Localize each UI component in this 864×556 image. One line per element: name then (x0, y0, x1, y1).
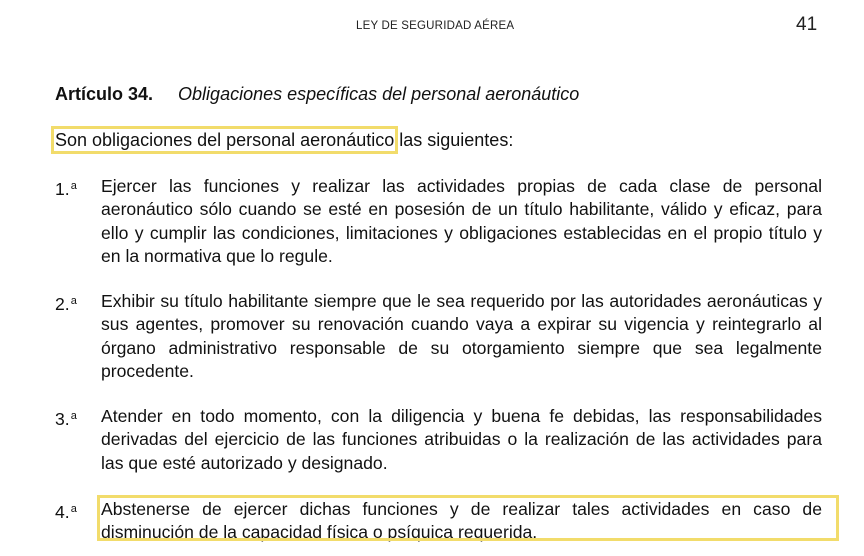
running-header (0, 14, 864, 38)
running-title: LEY DE SEGURIDAD AÉREA (356, 20, 515, 32)
list-item (55, 405, 822, 475)
article-title: Obligaciones específicas del personal aeronáutico (178, 84, 580, 104)
intro-rest: las siguientes: (394, 130, 514, 150)
list-item (55, 290, 822, 383)
article-number: Artículo 34. (55, 84, 154, 104)
list-item (55, 498, 822, 545)
item-number: 2.$^a$ (55, 294, 77, 314)
highlighted-phrase: Son obligaciones del personal aeronáutico (55, 130, 395, 150)
intro-paragraph (55, 130, 513, 151)
item-text: Abstenerse de ejercer dichas funciones y de realizar tales actividades en caso de disminución de la capacidad física o psíquica requerida. (101, 499, 822, 543)
item-number: 3.$^a$ (55, 409, 77, 429)
page-number: 41 (796, 14, 818, 35)
article-heading (55, 84, 579, 105)
list-item (55, 175, 822, 268)
item-text: Exhibir su título habilitante siempre que le sea requerido por las autoridades aeronáuticas y sus agentes, promover su renovación cuando vaya a expirar su vigencia y reintegrarlo al órgano administrativo responsable de su otorgamiento siempre que sea legalmente procedente. (101, 291, 822, 381)
item-text: Ejercer las funciones y realizar las actividades propias de cada clase de personal aeronáutico sólo cuando se esté en posesión de un título habilitante, válido y eficaz, para ello y cumplir las condiciones, limitaciones y obligaciones establecidas en el propio título y en la normativa que lo regule. (101, 176, 822, 266)
item-number: 4.$^a$ (55, 502, 77, 522)
item-number: 1.$^a$ (55, 179, 77, 199)
item-text: Atender en todo momento, con la diligencia y buena fe debidas, las responsabilidades derivadas del ejercicio de las funciones atribuidas o la realización de las actividades para las que esté autorizado y designado. (101, 406, 822, 473)
